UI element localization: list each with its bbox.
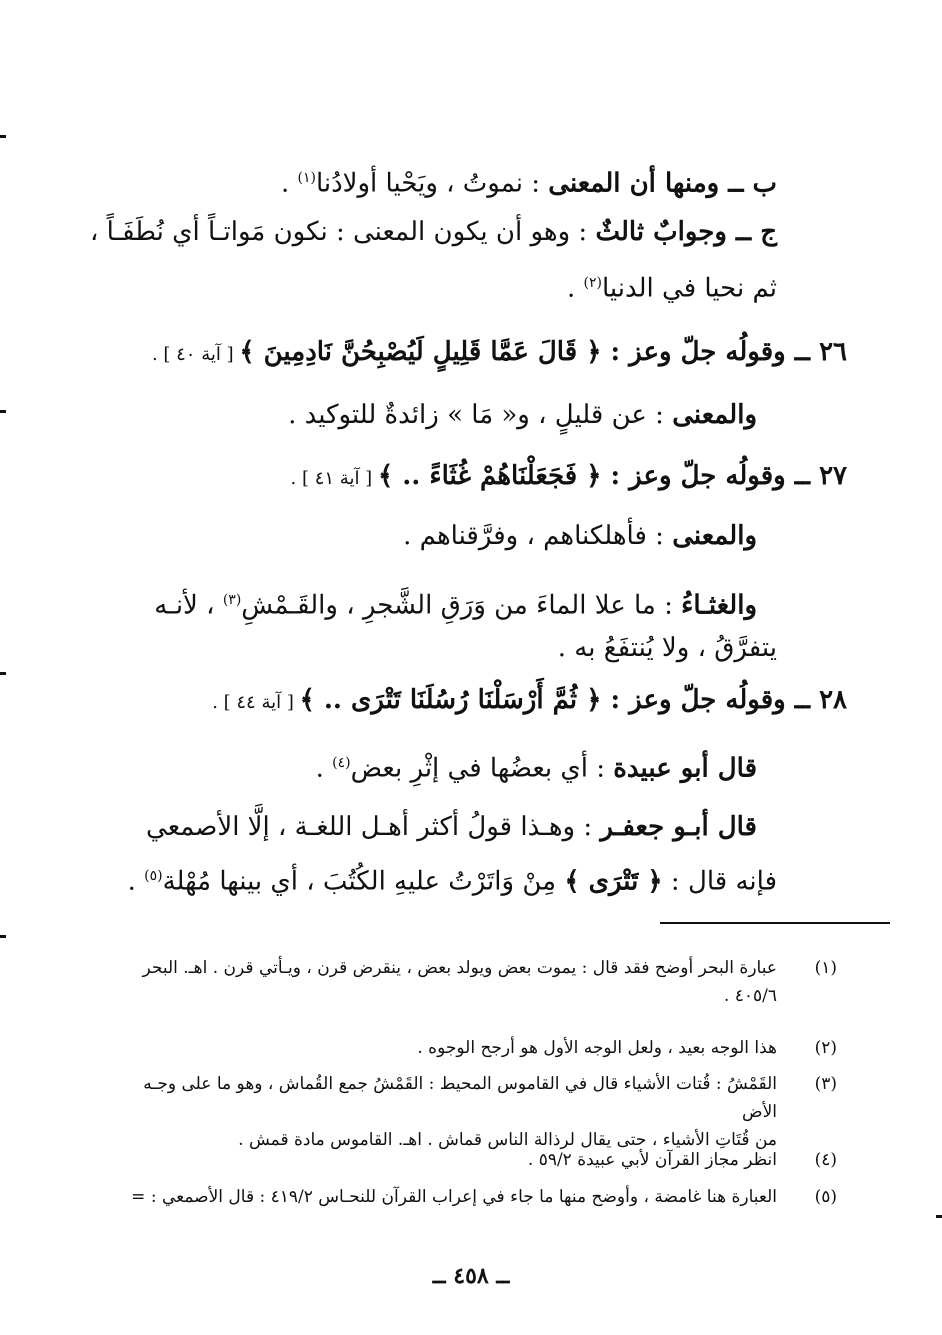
quran-verse: ﴿ تَتْرَى ﴾ — [564, 866, 663, 897]
verse-entry-26 — [110, 332, 847, 375]
line-heading: قال أبـو جعفـر — [600, 812, 757, 842]
meaning-line: والمعنى : عن قليلٍ ، و« مَا » زائدةٌ للتوكيد . — [288, 400, 757, 430]
footnote-number: (٤) — [814, 1150, 837, 1170]
line-heading: ب ــ ومنها أن المعنى — [548, 168, 777, 199]
footnote-ref: (٢) — [583, 275, 602, 291]
footnote-number: (١) — [814, 958, 837, 978]
ayah-reference: [ آية ٤١ ] . — [290, 468, 378, 489]
footnote-number: (٥) — [814, 1187, 837, 1207]
abu-ubayda-line: قال أبو عبيدة : أي بعضُها في إثْرِ بعض$^{(٤)}$ . — [315, 753, 757, 784]
scan-edge-mark — [0, 410, 6, 413]
line-heading: ج ــ وجوابٌ ثالثٌ — [595, 217, 777, 247]
footnote-separator — [660, 922, 890, 924]
verse-entry-27 — [110, 456, 847, 499]
footnote-ref: (٥) — [144, 868, 163, 884]
line-heading: والمعنى — [672, 521, 757, 551]
footnote-5: (٥) العبارة هنا غامضة ، وأوضح منها ما جاء في إعراب القرآن للنحـاس ٤١٩/٢ : قال الأصمعي : = — [110, 1183, 837, 1211]
text-line-jeem: ج ــ وجوابٌ ثالثٌ : وهو أن يكون المعنى : نكون مَواتـاً أي نُطَفَـاً ، — [89, 217, 777, 247]
ayah-reference: [ آية ٤٤ ] . — [212, 692, 300, 713]
entry-heading: ٢٧ ــ وقولُه جلّ وعز : — [601, 461, 847, 491]
ghutha-definition: والغثـاءُ : ما علا الماءَ من وَرَقِ الشَّجرِ ، والقَـمْشِ$^{(٣)}$ ، لأنـه — [154, 590, 757, 621]
line-heading: والغثـاءُ — [681, 590, 757, 621]
scan-edge-mark — [0, 135, 6, 138]
scan-edge-mark — [0, 935, 6, 938]
footnote-ref: (٤) — [332, 755, 351, 771]
scan-edge-mark — [936, 1215, 942, 1218]
footnote-number: (٣) — [814, 1074, 837, 1094]
meaning-line: والمعنى : فأهلكناهم ، وفرَّقناهم . — [403, 521, 757, 551]
page-number: ــ ٤٥٨ ــ — [432, 1263, 510, 1289]
quran-verse: ﴿ ثُمَّ أَرْسَلْنَا رُسُلَنَا تَتْرَى .. ﴾ — [299, 685, 602, 715]
entry-heading: ٢٨ ــ وقولُه جلّ وعز : — [601, 685, 847, 715]
footnote-ref: (٣) — [222, 592, 242, 608]
text-line-continuation: ثم نحيا في الدنيا$^{(٢)}$ . — [566, 273, 777, 304]
ayah-reference: [ آية ٤٠ ] . — [151, 344, 240, 365]
footnote-ref: (١) — [297, 170, 316, 186]
quran-verse: ﴿ قَالَ عَمَّا قَلِيلٍ لَيُصْبِحُنَّ نَادِمِينَ ﴾ — [239, 337, 602, 367]
text-line-continuation: فإنه قال : ﴿ تَتْرَى ﴾ مِنْ وَاتَرْتُ عليهِ الكُتُبَ ، أي بينها مُهْلة$^{(٥)}$ . — [127, 866, 777, 897]
line-heading: قال أبو عبيدة — [613, 753, 757, 784]
line-heading: والمعنى — [672, 400, 757, 430]
text-line-b: ب ــ ومنها أن المعنى : نموتُ ، ويَحْيا أولادُنا$^{(١)}$ . — [280, 168, 777, 199]
text-line-continuation: يتفرَّقُ ، ولا يُنتفَعُ به . — [557, 633, 777, 663]
entry-heading: ٢٦ ــ وقولُه جلّ وعز : — [601, 337, 847, 367]
footnote-2: (٢) هذا الوجه بعيد ، ولعل الوجه الأول هو أرجح الوجوه . — [110, 1034, 837, 1062]
verse-entry-28 — [110, 680, 847, 723]
abu-jafar-line: قال أبـو جعفـر : وهـذا قولُ أكثر أهـل اللغـة ، إلَّا الأصمعي — [146, 812, 757, 842]
footnote-1: (١) عبارة البحر أوضح فقد قال : يموت بعض ويولد بعض ، ينقرض قرن ، ويـأتي قرن . اهـ. البحر ٤٠٥/٦ . — [110, 954, 837, 1010]
footnote-3: (٣) القَمْشُ : قُتات الأشياء قال في القاموس المحيط : القَمْشُ جمع القُماش ، وهو ما على وجـه الأض من قُتَاتِ الأشياء ، حتى يقال لرذالة الناس قماش . اهـ. القاموس مادة قمش . — [110, 1070, 837, 1154]
footnote-number: (٢) — [814, 1038, 837, 1058]
quran-verse: ﴿ فَجَعَلْنَاهُمْ غُثَاءً .. ﴾ — [377, 461, 602, 491]
footnote-4: (٤) انظر مجاز القرآن لأبي عبيدة ٥٩/٢ . — [110, 1146, 837, 1174]
scan-edge-mark — [0, 672, 6, 675]
